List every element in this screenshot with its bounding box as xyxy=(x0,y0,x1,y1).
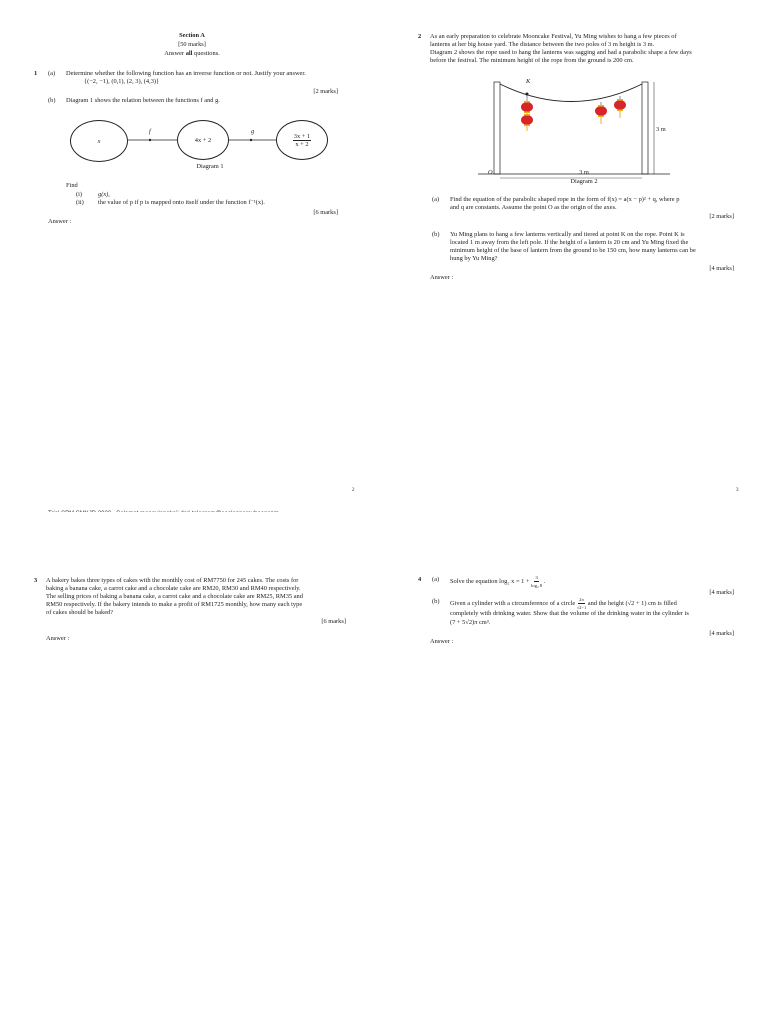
q2b-text-line-2: located 1 m away from the left pole. If the height of a lantern is 20 cm and Yu Ming fixed the xyxy=(450,239,689,246)
find-i-label: (i) xyxy=(76,191,83,198)
q2b-marks: [4 marks] xyxy=(709,265,734,272)
fraction-denominator: x + 2 xyxy=(295,140,309,148)
oval-f-output xyxy=(177,120,229,160)
lantern-stack-k xyxy=(521,94,533,131)
q3-text-line-5: of cakes should be baked? xyxy=(46,609,114,616)
q3-text-line-2: baking a banana cake, a carrot cake and a chocolate cake are RM20, RM30 and RM40 respectively. xyxy=(46,585,301,592)
q1a-marks: [2 marks] xyxy=(313,88,338,95)
q4b-text-line-2: completely with drinking water. Show that the volume of the drinking water in the cylinder is xyxy=(450,610,689,617)
q4b-text-part-b: and the height (√2 + 1) cm is filled xyxy=(586,599,677,607)
oval-g-output xyxy=(276,120,328,160)
q2b-label: (b) xyxy=(432,231,440,238)
section-instruction xyxy=(0,50,384,58)
page-1 xyxy=(0,0,384,512)
arrow-label-f: f xyxy=(149,128,151,135)
find-i-text: g(x), xyxy=(98,191,110,198)
oval-x-label: x xyxy=(97,137,101,145)
question-2-number: 2 xyxy=(418,33,422,40)
q2b-text-line-4: hung by Yu Ming? xyxy=(450,255,498,262)
page-number: 3 xyxy=(736,488,739,493)
answer-label: Answer : xyxy=(48,218,72,225)
find-ii-label: (ii) xyxy=(76,199,84,206)
q4b-text-line-3: (7 + 5√2)π cm³. xyxy=(450,619,491,626)
q4a-text: Solve the equation log₂ x = 1 + xyxy=(450,577,532,585)
oval-x xyxy=(70,120,128,162)
q4b-text-line-1 xyxy=(450,596,677,611)
q4b-fraction xyxy=(577,596,586,611)
diagram-2-caption: Diagram 2 xyxy=(570,178,598,185)
answer-label: Answer : xyxy=(430,274,454,281)
arrow-label-g: g xyxy=(251,128,255,135)
q4b-text-part-a: Given a cylinder with a circumference of a circle xyxy=(450,599,577,607)
q4b-label: (b) xyxy=(432,598,440,605)
lantern-right-2 xyxy=(595,102,607,124)
diagram-2-drawing xyxy=(474,74,674,182)
oval-f-output-label: 4x + 2 xyxy=(194,136,212,144)
q4a-fraction xyxy=(531,574,542,589)
question-4-number: 4 xyxy=(418,576,422,583)
instruction-post: questions. xyxy=(192,50,220,57)
section-title: Section A xyxy=(179,32,205,39)
q2b-text-line-3: minimum height of the base of lantern from the ground to be 150 cm, how many lanterns can be xyxy=(450,247,696,254)
answer-label: Answer : xyxy=(46,635,70,642)
page-3 xyxy=(0,512,384,1024)
find-ii-text: the value of p if p is mapped onto itself under the function f⁻¹(x). xyxy=(98,199,265,206)
q2a-text-line-1: Find the equation of the parabolic shaped rope in the form of f(x) = a(x − p)² + q, where p xyxy=(450,196,680,203)
instruction-bold: all xyxy=(185,50,193,57)
q1b-text: Diagram 1 shows the relation between the functions f and g. xyxy=(66,97,220,104)
height-label: 3 m xyxy=(656,126,666,133)
fraction-numerator: 2π xyxy=(579,597,584,602)
point-k-label: K xyxy=(526,78,531,85)
instruction-pre: Answer xyxy=(164,50,186,57)
q1b-marks: [6 marks] xyxy=(313,209,338,216)
diagram-1-caption: Diagram 1 xyxy=(196,163,224,170)
q2-text-line-2: lanterns at her big house yard. The distance between the two poles of 3 m height is 3 m. xyxy=(430,41,655,48)
q3-marks: [6 marks] xyxy=(321,618,346,625)
find-label: Find xyxy=(66,182,78,189)
page-2 xyxy=(384,0,768,512)
question-1-number: 1 xyxy=(34,70,38,77)
q4a-equation xyxy=(450,574,545,589)
fraction-numerator: 3 xyxy=(535,575,538,580)
q1b-label: (b) xyxy=(48,97,56,104)
fraction-denominator: √2−1 xyxy=(576,605,587,610)
lantern-right-1 xyxy=(614,96,626,118)
fraction-denominator: log₂ 8 xyxy=(531,583,543,588)
q3-text-line-3: The selling prices of baking a banana cake, a carrot cake and a chocolate cake are RM25, RM35 and xyxy=(46,593,303,600)
q4a-label: (a) xyxy=(432,576,440,583)
origin-o-label: O xyxy=(488,169,493,176)
q4b-marks: [4 marks] xyxy=(709,630,734,637)
width-label: 3 m xyxy=(579,169,589,176)
q2a-label: (a) xyxy=(432,196,440,203)
q1a-text: Determine whether the following function has an inverse function or not. Justify your answer. xyxy=(66,70,306,77)
q3-text-line-4: RM50 respectively. If the bakery intends to make a profit of RM1725 monthly, how many each type xyxy=(46,601,303,608)
q2a-text-line-2: and q are constants. Assume the point O as the origin of the axes. xyxy=(450,204,617,211)
page-number: 2 xyxy=(352,488,355,493)
q2-text-line-4: before the festival. The minimum height of the rope from the ground is 200 cm. xyxy=(430,57,634,64)
q1a-set: {(−2, −1), (0,1), (2, 3), (4,3)} xyxy=(84,78,160,85)
oval-g-output-fraction xyxy=(293,133,311,148)
q1a-label: (a) xyxy=(48,70,56,77)
q2a-marks: [2 marks] xyxy=(709,213,734,220)
page-4 xyxy=(384,512,768,1024)
fraction-numerator: 3x + 1 xyxy=(293,132,311,140)
q2b-text-line-1: Yu Ming plans to hang a few lanterns vertically and tiered at point K on the rope. Point K is xyxy=(450,231,685,238)
q3-text-line-1: A bakery bakes three types of cakes with the monthly cost of RM7750 for 245 cakes. The costs for xyxy=(46,577,299,584)
answer-label: Answer : xyxy=(430,638,454,645)
question-3-number: 3 xyxy=(34,577,38,584)
q2-text-line-1: As an early preparation to celebrate Mooncake Festival, Yu Ming wishes to hang a few pieces of xyxy=(430,33,677,40)
q2-text-line-3: Diagram 2 shows the rope used to hang the lanterns was sagging and had a parabolic shape a few days xyxy=(430,49,692,56)
q4a-marks: [4 marks] xyxy=(709,589,734,596)
section-marks: [50 marks] xyxy=(178,41,206,48)
q4a-period: . xyxy=(542,577,546,585)
